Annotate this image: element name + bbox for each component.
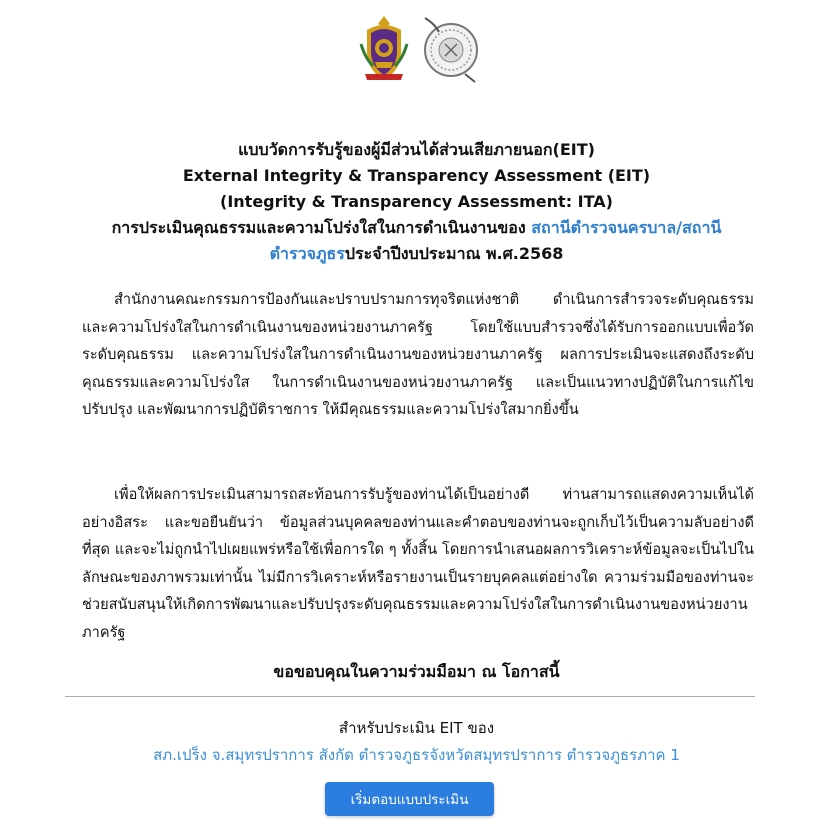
privacy-paragraph: เพื่อให้ผลการประเมินสามารถสะท้อนการรับรู้ของท่านได้เป็นอย่างดี ท่านสามารถแสดงความเห็นได้อย่างอิสระ และขอยืนยันว่า ข้อมูลส่วนบุคคลของท่านและคำตอบของท่านจะถูกเก็บไว้เป็นความลับอย่างดีที่สุด และจะไม่ถูกนำไปเผยแพร่หรือใช้เพื่อการใด ๆ ทั้งสิ้น โดยการนำเสนอผลการวิเคราะห์ข้อมูลจะเป็นไปในลักษณะของภาพรวมเท่านั้น ไม่มีการวิเคราะห์หรือรายงานเป็นรายบุคคลแต่อย่างใด ความร่วมมือของท่านจะช่วยสนับสนุนให้เกิดการพัฒนาและปรับปรุงระดับคุณธรรมและความโปร่งใสในการดำเนินงานของหน่วยงานภาครัฐ xyxy=(82,486,754,641)
intro-paragraph: สำนักงานคณะกรรมการป้องกันและปราบปรามการทุจริตแห่งชาติ ดำเนินการสำรวจระดับคุณธรรม และความโปร่งใสในการดำเนินงานของหน่วยงานภาครัฐ โดยใช้แบบสำรวจซึ่งได้รับการออกแบบเพื่อวัดระดับคุณธรรม และความโปร่งใสในการดำเนินงานของหน่วยงานภาครัฐ ผลการประเมินจะแสดงถึงระดับคุณธรรมและความโปร่งใส ในการดำเนินงานของหน่วยงานภาครัฐ และเป็นแนวทางปฏิบัติในการแก้ไข ปรับปรุง และพัฒนาการปฏิบัติราชการ ให้มีคุณธรรมและความโปร่งใสมากยิ่งขึ้น xyxy=(82,291,754,418)
for-eit-label: สำหรับประเมิน EIT ของ xyxy=(338,719,495,737)
unit-type-part1: สถานีตำรวจนครบาล/สถานี xyxy=(531,218,722,237)
logo-bar xyxy=(0,14,833,84)
nacc-seal-icon xyxy=(421,14,479,84)
page-title xyxy=(60,137,773,267)
assessment-prefix: การประเมินคุณธรรมและความโปร่งใสในการดำเนินงานของ xyxy=(111,218,532,237)
unit-type-part2: ตำรวจภูธร xyxy=(269,244,345,263)
title-english: External Integrity & Transparency Assessment (EIT) xyxy=(182,166,651,185)
organization-name: สภ.เปร็ง จ.สมุทรปราการ สังกัด ตำรวจภูธรจังหวัดสมุทรปราการ ตำรวจภูธรภาค 1 xyxy=(153,746,680,764)
title-thai: แบบวัดการรับรู้ของผู้มีส่วนได้ส่วนเสียภายนอก(EIT) xyxy=(238,140,595,159)
fiscal-year: ประจำปีงบประมาณ พ.ศ.2568 xyxy=(344,244,564,263)
police-emblem-icon xyxy=(355,14,413,84)
fiscal-line xyxy=(60,241,773,267)
subtitle-english: (Integrity & Transparency Assessment: ITA) xyxy=(220,192,613,211)
start-assessment-button[interactable]: เริ่มตอบแบบประเมิน xyxy=(325,782,494,816)
thanks-heading: ขอขอบคุณในความร่วมมือมา ณ โอกาสนี้ xyxy=(273,662,560,681)
assessment-line xyxy=(60,215,773,241)
divider xyxy=(65,696,755,697)
